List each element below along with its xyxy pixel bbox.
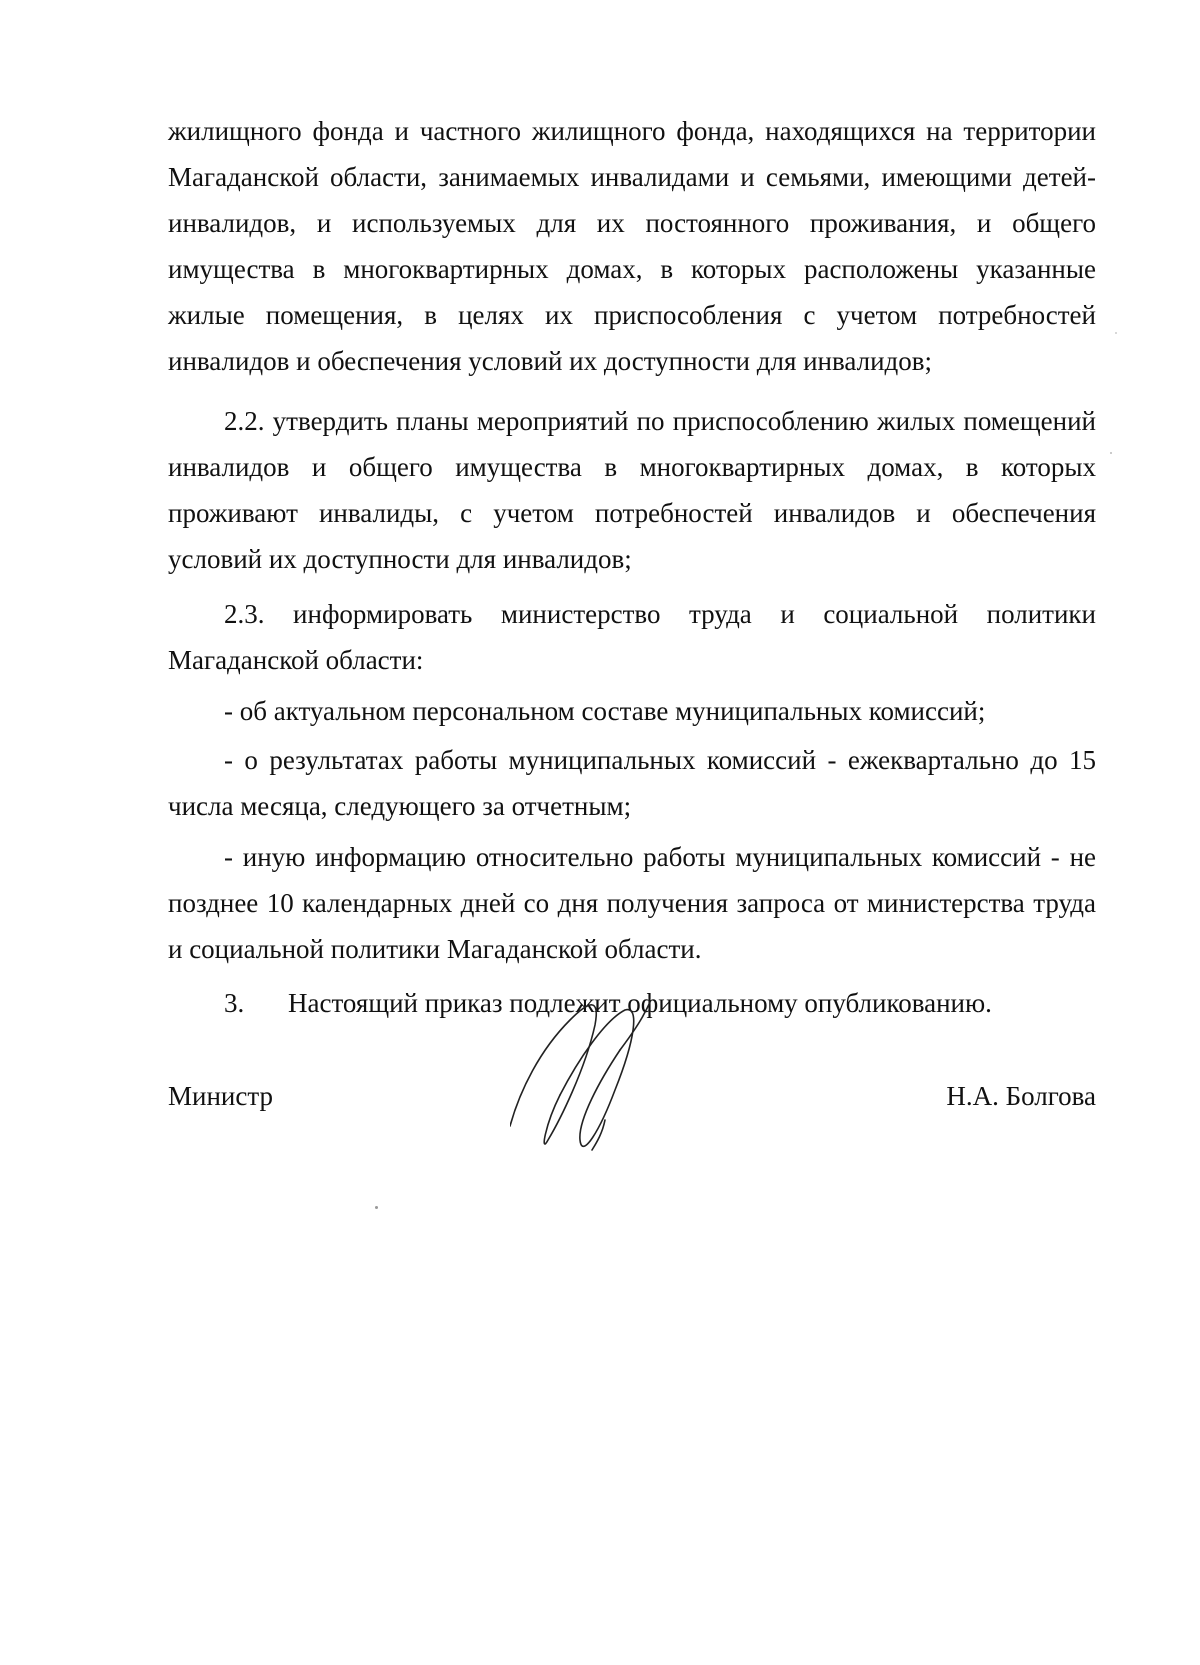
paragraph-2-3: 2.3. информировать министерство труда и социальной политики Магаданской области:: [168, 599, 1096, 675]
item-3-text: Настоящий приказ подлежит официальному опубликованию.: [288, 988, 992, 1018]
scan-speck: [1115, 332, 1117, 334]
bullet-results: - о результатах работы муниципальных комиссий - ежеквартально до 15 числа месяца, следующего за отчетным;: [168, 745, 1096, 821]
paragraph-housing-fund: жилищного фонда и частного жилищного фонда, находящихся на территории Магаданской области, занимаемых инвалидами и семьями, имеющими детей-инвалидов, и используемых для их постоянного проживания, и общего имущества в многоквартирных домах, в которых расположены указанные жилые помещения, в целях их приспособления с учетом потребностей инвалидов и обеспечения условий их доступности для инвалидов;: [168, 116, 1096, 376]
item-3-number: 3.: [224, 988, 245, 1018]
signatory-name: Н.А. Болгова: [946, 1081, 1096, 1111]
bullet-personnel: - об актуальном персональном составе муниципальных комиссий;: [224, 696, 986, 726]
signatory-title: Министр: [168, 1081, 273, 1111]
scan-speck: [1110, 452, 1112, 454]
handwritten-signature: [510, 1000, 710, 1220]
scan-speck: [375, 1206, 378, 1209]
paragraph-2-2: 2.2. утвердить планы мероприятий по приспособлению жилых помещений инвалидов и общего имущества в многоквартирных домах, в которых проживают инвалиды, с учетом потребностей инвалидов и обеспечения условий их доступности для инвалидов;: [168, 406, 1096, 574]
bullet-other-info: - иную информацию относительно работы муниципальных комиссий - не позднее 10 календарных дней со дня получения запроса от министерства труда и социальной политики Магаданской области.: [168, 842, 1096, 964]
